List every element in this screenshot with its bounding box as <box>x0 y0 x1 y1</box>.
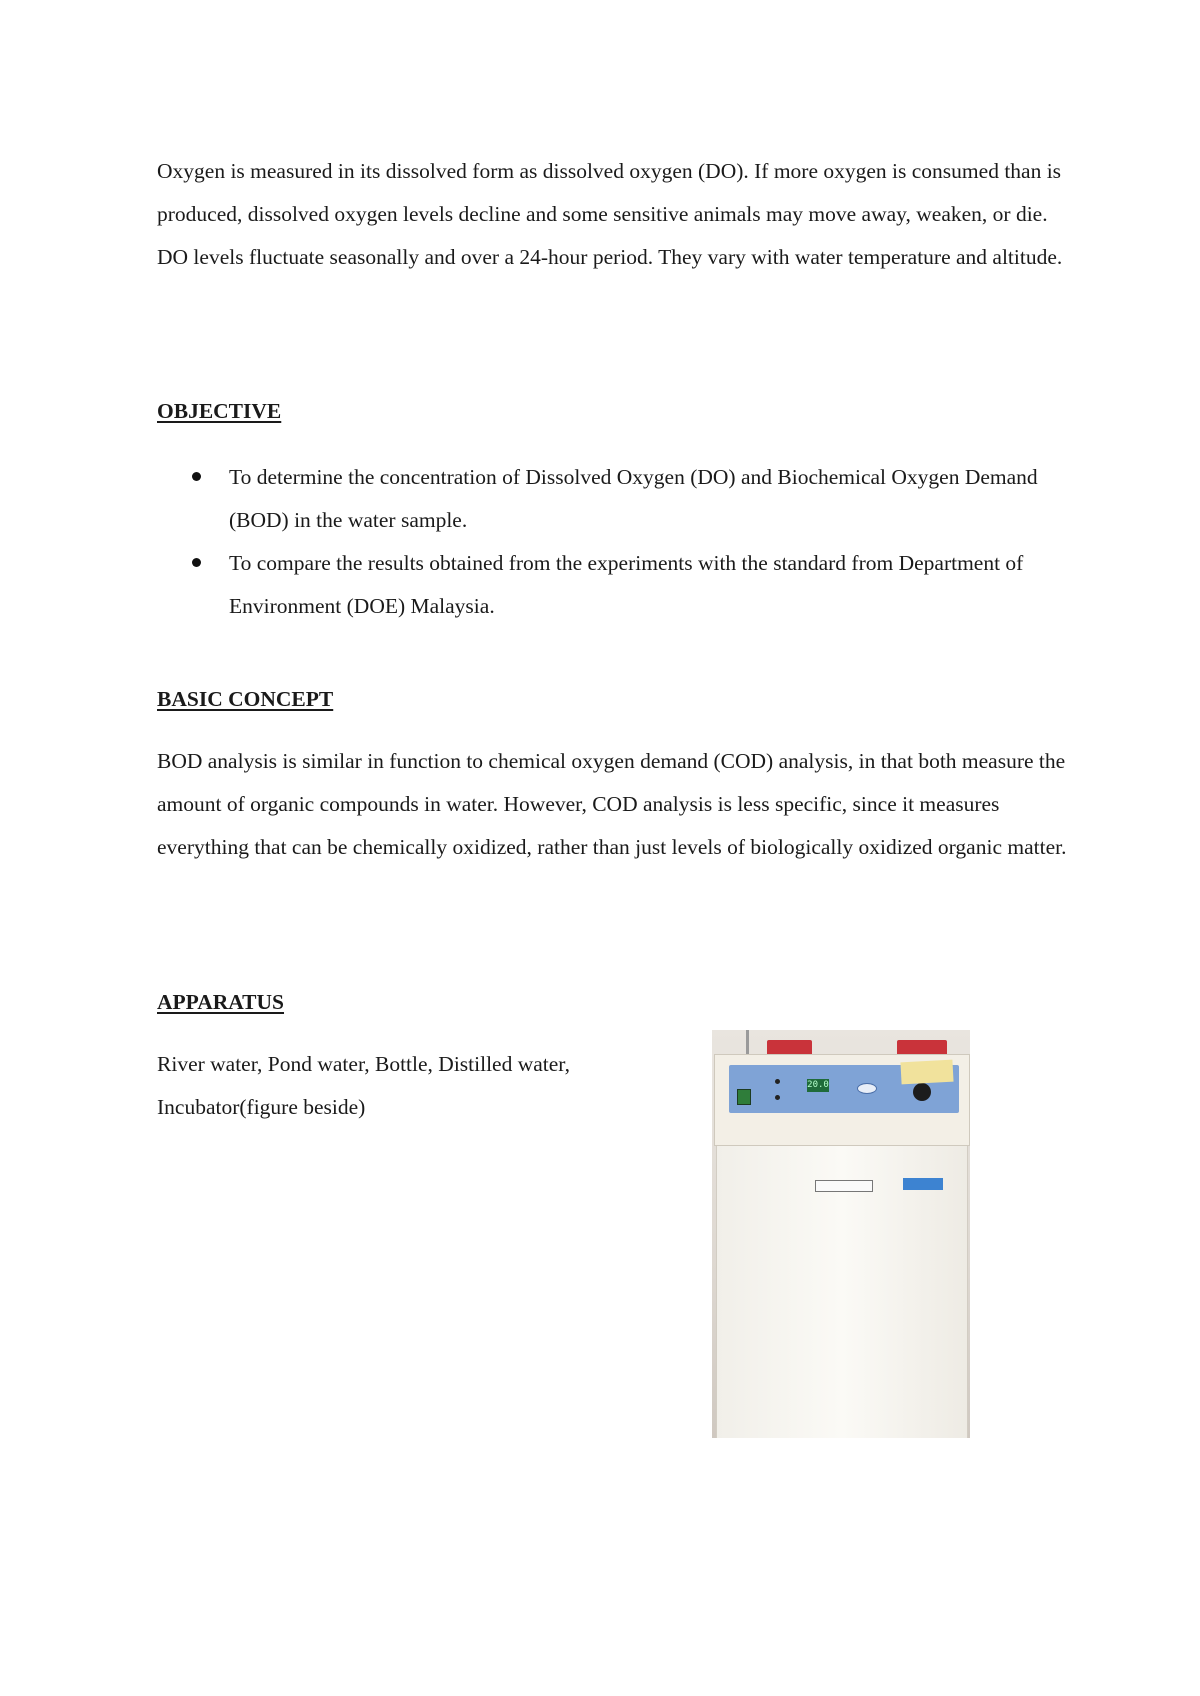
list-item <box>157 456 1077 542</box>
indicator-led-icon <box>775 1079 780 1084</box>
control-knob-icon <box>913 1083 931 1101</box>
bullet-icon <box>192 558 201 567</box>
objective-list <box>157 456 1077 628</box>
temperature-display: 20.0 <box>807 1080 829 1090</box>
list-item <box>157 542 1077 628</box>
brand-logo-icon <box>857 1083 877 1094</box>
basic-concept-paragraph: BOD analysis is similar in function to chemical oxygen demand (COD) analysis, in that both measure the amount of organic compounds in water. However, COD analysis is less specific, since it measures everything that can be chemically oxidized, rather than just levels of biologically oxidized organic matter. <box>157 749 1067 859</box>
door-label <box>815 1180 873 1192</box>
objective-heading: OBJECTIVE <box>157 399 282 423</box>
objective-item-text: To determine the concentration of Dissolved Oxygen (DO) and Biochemical Oxygen Demand (BOD) in the water sample. <box>229 465 1038 532</box>
bullet-icon <box>192 472 201 481</box>
door-sticker <box>903 1178 943 1190</box>
apparatus-paragraph: River water, Pond water, Bottle, Distilled water, Incubator(figure beside) <box>157 1052 570 1119</box>
indicator-led-icon <box>775 1095 780 1100</box>
intro-paragraph: Oxygen is measured in its dissolved form as dissolved oxygen (DO). If more oxygen is consumed than is produced, dissolved oxygen levels decline and some sensitive animals may move away, weaken, or die. DO levels fluctuate seasonally and over a 24-hour period. They vary with water temperature and altitude. <box>157 159 1063 269</box>
power-switch-icon <box>737 1089 751 1105</box>
objective-item-text: To compare the results obtained from the experiments with the standard from Department of Environment (DOE) Malaysia. <box>229 551 1024 618</box>
incubator-control-unit <box>714 1054 970 1146</box>
incubator-photo <box>712 1030 970 1438</box>
incubator-door <box>716 1146 968 1438</box>
basic-concept-heading: BASIC CONCEPT <box>157 687 334 711</box>
apparatus-heading: APPARATUS <box>157 990 285 1014</box>
sticky-note <box>900 1060 953 1085</box>
